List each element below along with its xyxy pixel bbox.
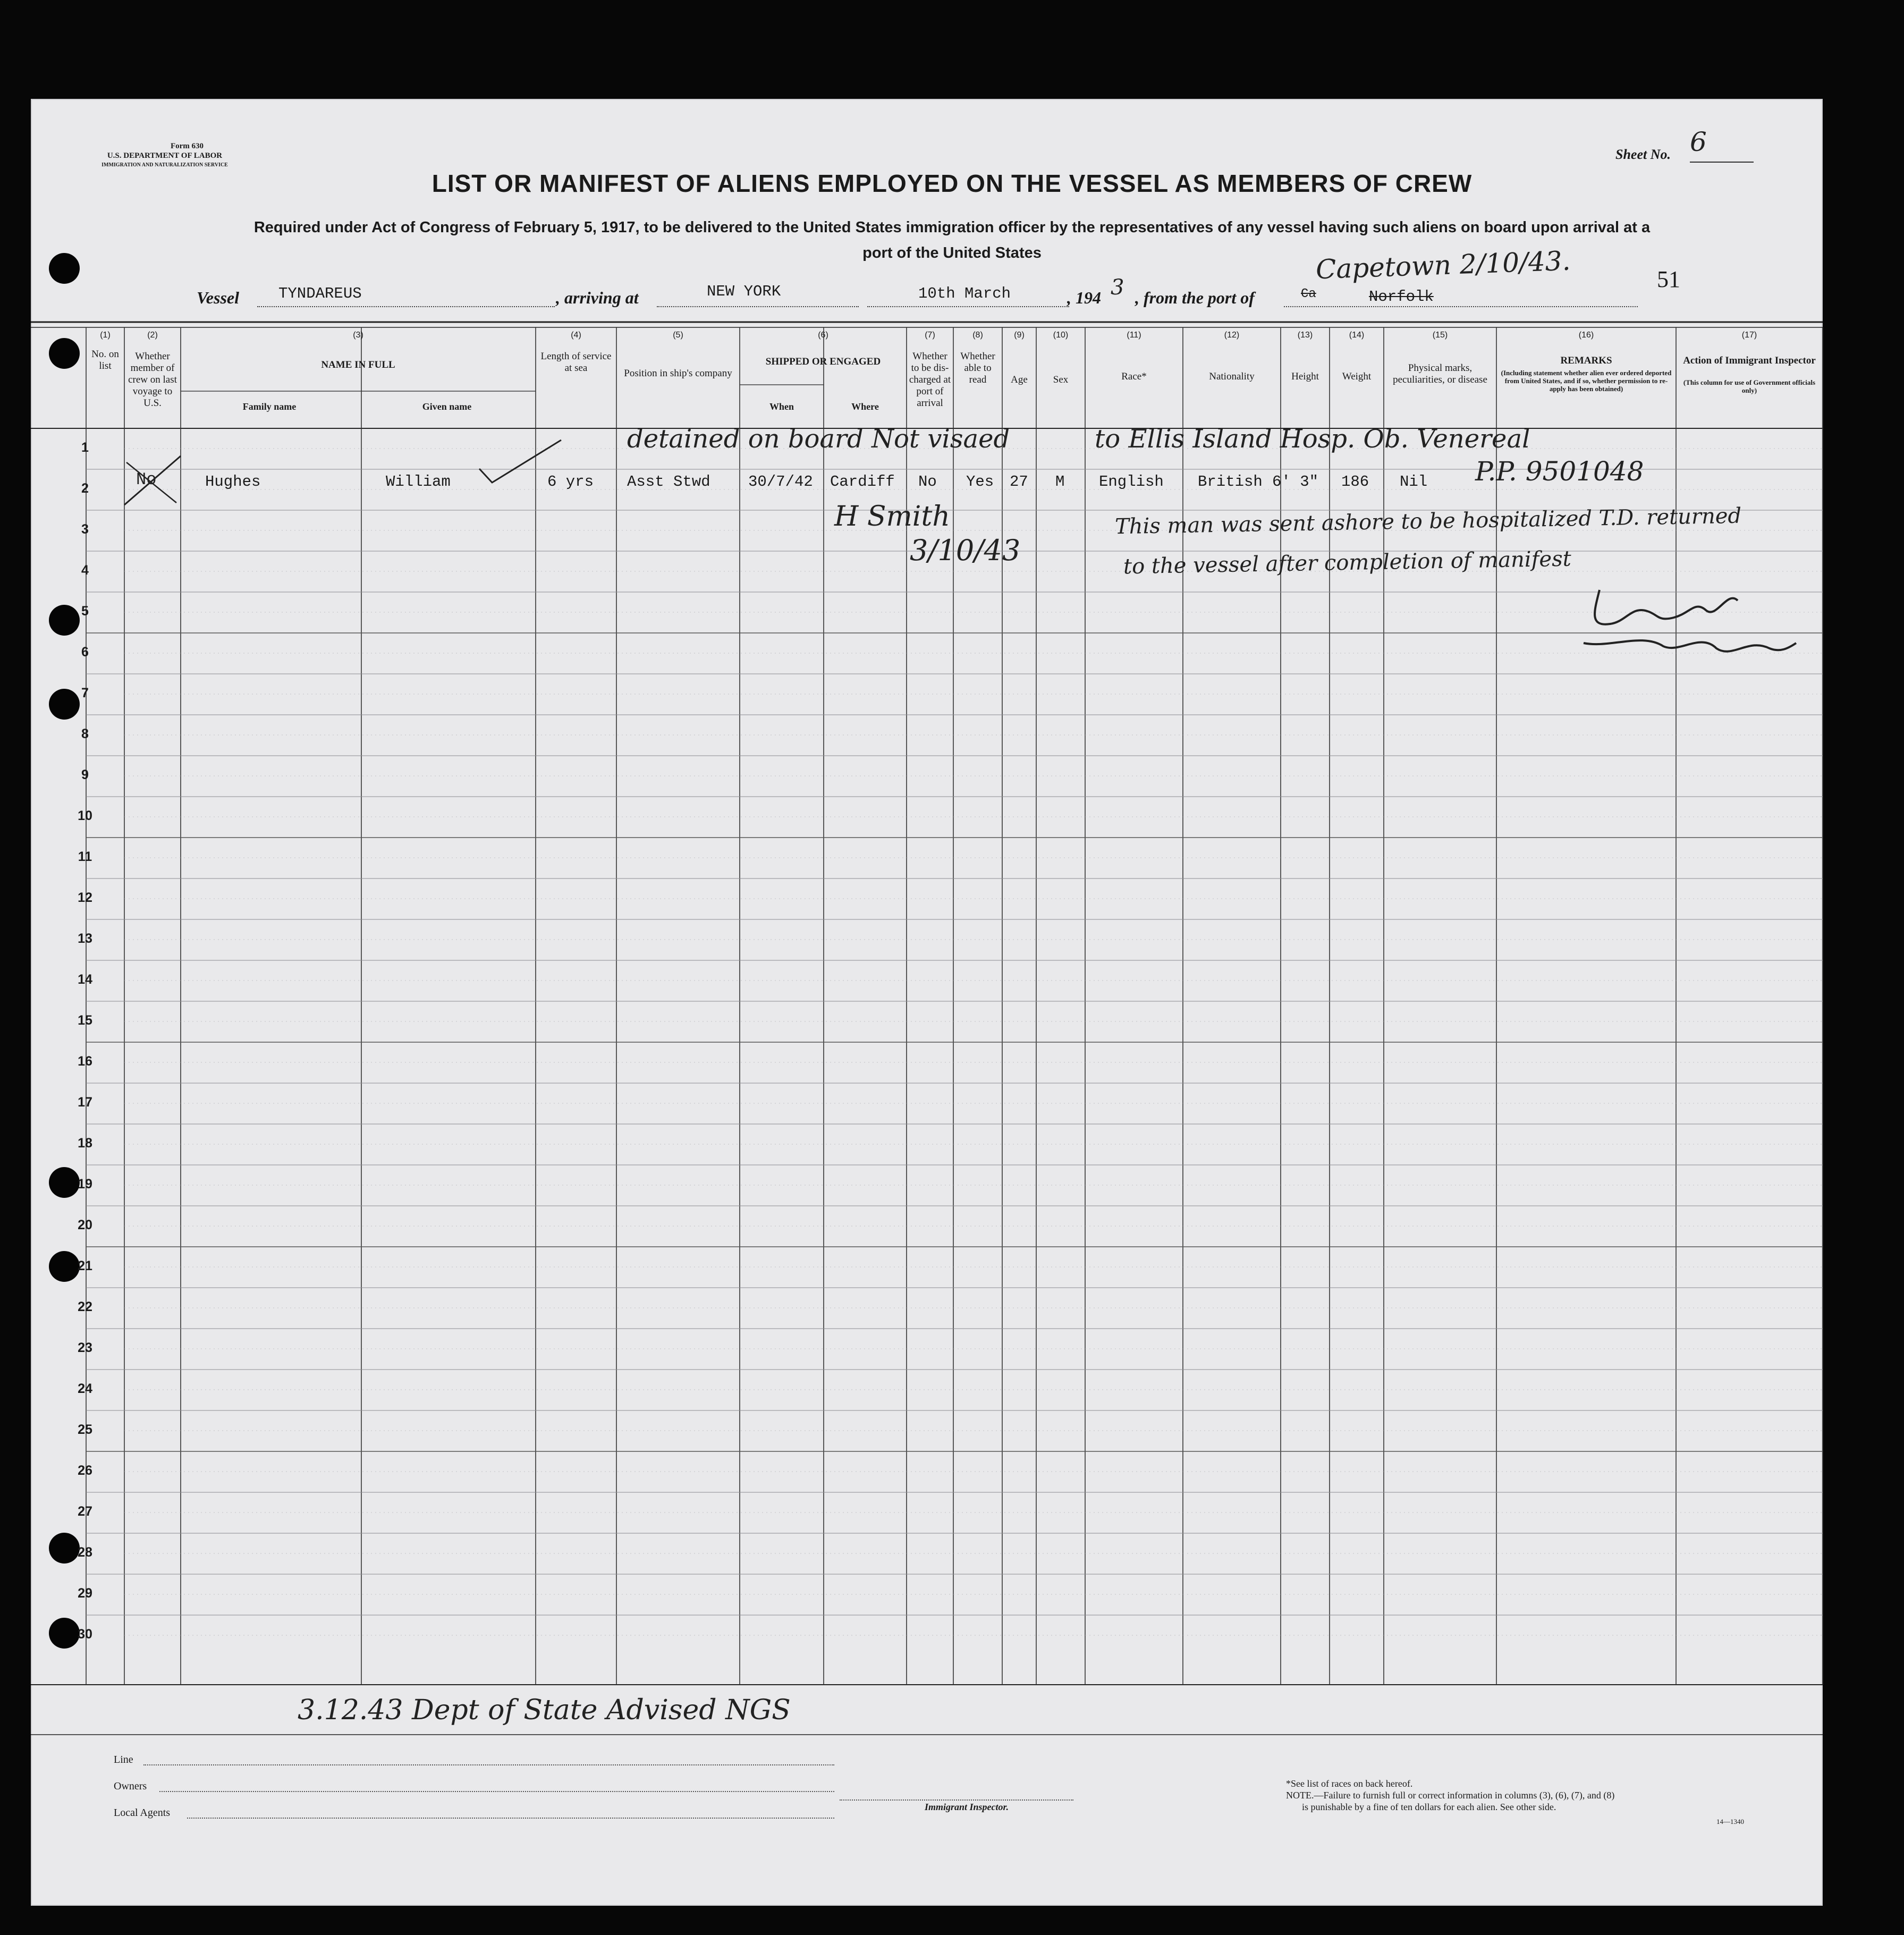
line-label: Line [114,1754,133,1765]
act-notice-line-2: port of the United States [862,244,1042,261]
line-field [143,1764,834,1765]
row-number: 29 [78,1586,92,1601]
column-header: Nationality [1209,371,1255,382]
row-number: 25 [78,1422,92,1437]
column-number: (13) [1297,331,1313,340]
ellis-island-note: to Ellis Island Hosp. Ob. Venereal [1095,424,1530,454]
column-header: Sex [1053,374,1069,385]
age-entry: 27 [1010,473,1028,491]
row-number: 21 [78,1258,92,1273]
row-number: 6 [81,645,89,660]
weight-entry: 186 [1341,473,1369,491]
column-header: Position in ship's company [624,368,732,379]
sheet-label: Sheet No. [1615,147,1671,162]
last-voyage-entry: No [136,470,157,489]
column-header: Height [1291,371,1319,382]
row-number: 22 [78,1299,92,1314]
row-number: 20 [78,1218,92,1232]
length-service-entry: 6 yrs [547,473,594,491]
column-subheader: Given name [422,401,472,412]
row-number: 9 [81,767,89,782]
arrival-date: 10th March [918,285,1011,302]
column-header: Race* [1121,371,1147,382]
column-subheader: When [769,401,794,412]
row-number: 7 [81,686,89,700]
smith-signature: H Smith [834,501,950,533]
column-number: (6) [818,331,828,340]
column-header: REMARKS [1560,355,1612,366]
departure-port: Norfolk [1369,288,1434,306]
column-header: Age [1011,374,1028,385]
column-number: (10) [1053,331,1069,340]
discharged-entry: No [918,473,937,491]
local-agents-label: Local Agents [114,1807,171,1819]
sheet-number: 6 [1690,126,1707,157]
family-name-entry: Hughes [205,473,261,491]
column-number: (9) [1014,331,1025,340]
from-port-label: , from the port of [1135,288,1255,307]
row-number: 11 [78,849,92,864]
column-header: SHIPPED OR ENGAGED [765,356,881,367]
column-number: (1) [100,331,111,340]
column-number: (11) [1127,331,1141,340]
service-name: IMMIGRATION AND NATURALIZATION SERVICE [101,162,228,168]
marks-entry: Nil [1400,473,1428,491]
race-entry: English [1099,473,1164,491]
row-number: 19 [78,1177,92,1192]
row-number: 10 [78,808,92,823]
shipped-when-entry: 30/7/42 [748,473,813,491]
column-number: (3) [353,331,363,340]
fine-note-1: NOTE.—Failure to furnish full or correct information in columns (3), (6), (7), and (8) [1286,1790,1615,1801]
bottom-note: 3.12.43 Dept of State Advised NGS [298,1694,791,1726]
owners-field [159,1791,834,1792]
owners-label: Owners [114,1780,147,1792]
row-number: 15 [78,1013,92,1028]
races-note: *See list of races on back hereof. [1286,1778,1413,1789]
inspector-line [840,1799,1073,1801]
able-to-read-entry: Yes [966,473,994,491]
row-number: 14 [78,972,92,987]
remark-line-1: This man was sent ashore to be hospitalized T.D. returned [1114,503,1742,539]
column-number: (14) [1349,331,1365,340]
row-number: 8 [81,726,89,741]
column-header: Whether able to read [960,351,995,385]
local-agents-field [187,1818,834,1819]
department-name: U.S. DEPARTMENT OF LABOR [107,151,223,160]
column-subheader: Where [851,401,879,412]
remark-line-2: to the vessel after completion of manifest [1123,546,1572,579]
vessel-name: TYNDAREUS [278,285,362,302]
row-number: 26 [78,1463,92,1478]
row-number: 28 [78,1545,92,1560]
column-note: (This column for use of Government officials only) [1683,378,1816,394]
shipped-where-entry: Cardiff [830,473,895,491]
cross-mark [121,452,185,510]
column-number: (16) [1578,331,1594,340]
column-header: Weight [1342,371,1372,382]
column-header: Whether to be dis-charged at port of arrival [909,351,951,409]
row-number: 30 [78,1627,92,1642]
vessel-label: Vessel [197,288,239,307]
row-number: 2 [81,481,89,496]
nationality-entry: British [1198,473,1263,491]
arrival-port: NEW YORK [707,283,781,300]
row-number: 17 [78,1095,92,1110]
column-note: (Including statement whether alien ever ordered deported from United States, and if so, whether permission to re-apply has been obtained) [1501,369,1672,393]
port-annotation: Capetown 2/10/43. [1315,245,1571,285]
inspector-signature [1578,569,1801,664]
column-number: (17) [1741,331,1757,340]
column-number: (2) [147,331,158,340]
column-number: (5) [673,331,683,340]
sex-entry: M [1055,473,1065,491]
row-number: 18 [78,1136,92,1151]
row-number: 24 [78,1381,92,1396]
inspector-label: Immigrant Inspector. [925,1802,1009,1812]
column-header: Action of Immigrant Inspector [1683,355,1816,366]
column-header: Physical marks, peculiarities, or disease [1393,362,1487,385]
manifest-title: LIST OR MANIFEST OF ALIENS EMPLOYED ON THE VESSEL AS MEMBERS OF CREW [431,170,1473,197]
fine-note-2: is punishable by a fine of ten dollars for each alien. See other side. [1302,1802,1556,1812]
column-number: (4) [571,331,581,340]
column-number: (15) [1432,331,1448,340]
form-code: 14—1340 [1716,1818,1744,1826]
position-entry: Asst Stwd [627,473,710,491]
row-number: 16 [78,1054,92,1069]
column-header: NAME IN FULL [321,359,395,370]
column-header: Length of service at sea [540,351,612,374]
column-subheader: Family name [242,401,297,412]
column-number: (8) [972,331,983,340]
port-struck: Ca [1301,287,1316,301]
row-number: 13 [78,931,92,946]
row-number: 1 [81,440,89,455]
row-number: 12 [78,890,92,905]
detained-note: detained on board Not visaed [627,424,1010,454]
column-header: Whether member of crew on last voyage to U.S. [128,351,177,409]
year-digit: 3 [1111,275,1124,300]
act-notice-line-1: Required under Act of Congress of February 5, 1917, to be delivered to the United States immigration officer by the representatives of any vessel having such aliens on board upon arrival at a [253,219,1651,236]
arriving-label: , arriving at [556,288,639,307]
row-number: 4 [81,563,89,578]
year-prefix: , 194 [1067,288,1101,307]
row-number: 27 [78,1504,92,1519]
height-entry: 6' 3" [1272,473,1319,491]
passport-number: P.P. 9501048 [1475,456,1644,487]
row-number: 3 [81,522,89,537]
smith-date: 3/10/43 [910,534,1021,567]
row-number: 23 [78,1340,92,1355]
form-number: Form 630 [170,142,204,150]
given-name-entry: William [386,473,451,491]
page-number: 51 [1657,266,1680,292]
column-number: (12) [1224,331,1240,340]
column-header: No. on list [91,349,119,371]
row-number: 5 [81,604,89,619]
column-number: (7) [925,331,935,340]
